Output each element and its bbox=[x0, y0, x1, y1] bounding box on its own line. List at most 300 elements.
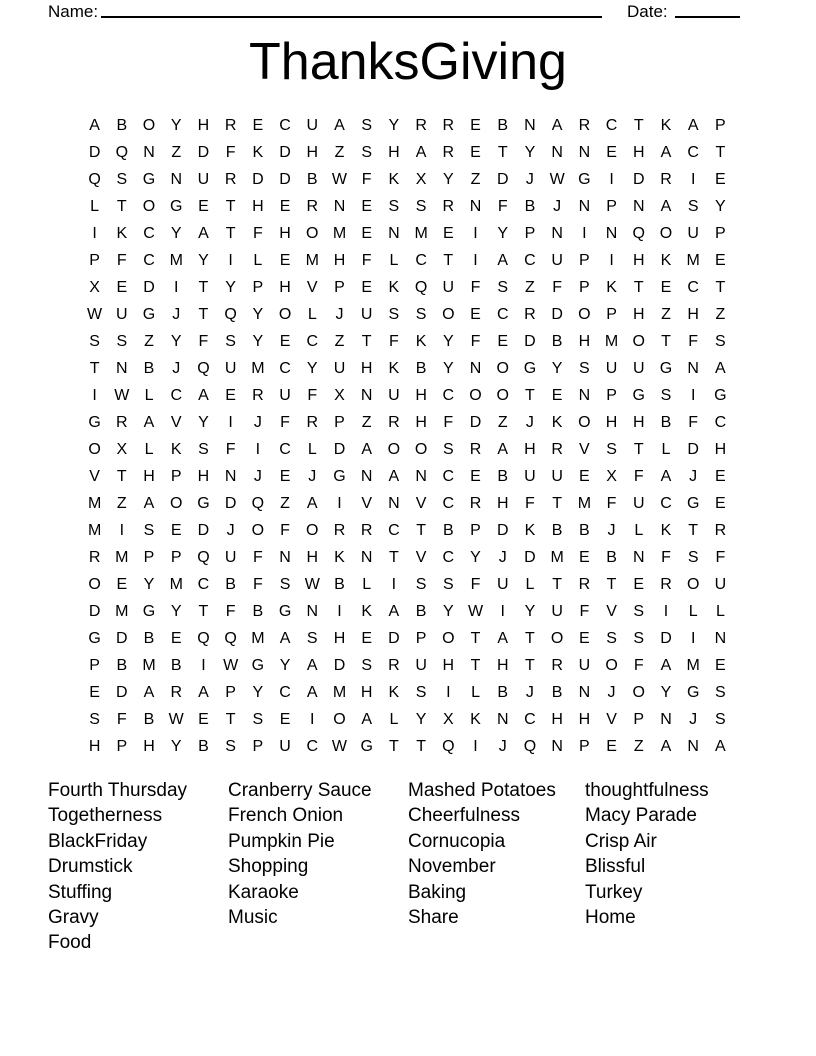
grid-cell: H bbox=[687, 305, 699, 323]
word-item: thoughtfulness bbox=[585, 780, 709, 801]
grid-cell: H bbox=[442, 657, 455, 675]
grid-cell: E bbox=[170, 522, 182, 540]
grid-cell: R bbox=[660, 576, 672, 594]
grid-cell: A bbox=[143, 413, 155, 431]
grid-cell: Z bbox=[280, 495, 290, 513]
grid-cell: E bbox=[279, 332, 291, 350]
grid-cell: M bbox=[332, 224, 347, 242]
grid-cell: G bbox=[142, 305, 156, 323]
grid-cell: F bbox=[280, 522, 290, 540]
grid-cell: J bbox=[498, 549, 507, 567]
grid-cell: F bbox=[688, 332, 699, 350]
grid-cell: H bbox=[632, 143, 645, 161]
grid-cell: N bbox=[469, 359, 482, 377]
grid-cell: Q bbox=[442, 738, 455, 756]
grid-cell: D bbox=[197, 522, 210, 540]
grid-cell: G bbox=[686, 684, 700, 702]
grid-cell: G bbox=[523, 359, 537, 377]
grid-cell: B bbox=[252, 603, 264, 621]
grid-cell: A bbox=[660, 468, 672, 486]
grid-cell: H bbox=[360, 684, 373, 702]
grid-cell: R bbox=[116, 413, 128, 431]
grid-cell: F bbox=[225, 603, 236, 621]
grid-cell: Q bbox=[632, 224, 645, 242]
grid-cell: N bbox=[388, 224, 400, 242]
grid-cell: O bbox=[496, 359, 509, 377]
grid-cell: O bbox=[251, 522, 265, 540]
grid-cell: Y bbox=[524, 603, 536, 621]
grid-cell: N bbox=[143, 143, 155, 161]
grid-cell: T bbox=[416, 522, 426, 540]
grid-cell: O bbox=[306, 224, 319, 242]
grid-cell: M bbox=[251, 359, 265, 377]
grid-cell: J bbox=[498, 738, 507, 756]
grid-cell: H bbox=[279, 278, 291, 296]
grid-cell: N bbox=[551, 143, 563, 161]
grid-cell: E bbox=[361, 630, 373, 648]
grid-cell: E bbox=[279, 197, 291, 215]
grid-cell: R bbox=[469, 441, 482, 458]
grid-cell: H bbox=[578, 711, 591, 729]
grid-cell: O bbox=[605, 657, 618, 675]
grid-cell: Z bbox=[334, 332, 345, 350]
grid-cell: D bbox=[279, 170, 291, 188]
grid-cell: Y bbox=[252, 332, 264, 350]
grid-cell: H bbox=[415, 413, 427, 431]
grid-cell: T bbox=[225, 711, 236, 729]
grid-cell: B bbox=[660, 413, 672, 431]
grid-cell: M bbox=[686, 251, 700, 269]
grid-cell: O bbox=[333, 711, 346, 729]
grid-cell: S bbox=[715, 711, 726, 729]
grid-cell: N bbox=[687, 738, 699, 756]
grid-cell: F bbox=[688, 413, 699, 431]
grid-cell: G bbox=[333, 468, 346, 486]
grid-cell: K bbox=[388, 359, 400, 377]
grid-cell: I bbox=[500, 603, 505, 621]
grid-cell: A bbox=[497, 251, 509, 269]
grid-cell: L bbox=[144, 386, 154, 404]
word-list-column bbox=[408, 778, 556, 930]
grid-cell: R bbox=[333, 522, 346, 540]
grid-cell: T bbox=[89, 359, 100, 377]
word-item: Home bbox=[585, 907, 636, 929]
grid-cell: I bbox=[473, 251, 478, 269]
grid-cell: T bbox=[416, 738, 426, 756]
grid-cell: B bbox=[116, 116, 128, 134]
grid-cell: E bbox=[660, 278, 672, 296]
grid-cell: U bbox=[415, 657, 427, 675]
word-item: Crisp Air bbox=[585, 830, 657, 852]
grid-cell: Q bbox=[197, 549, 210, 567]
word-item: Turkey bbox=[585, 881, 643, 903]
grid-cell: V bbox=[415, 549, 427, 567]
grid-cell: S bbox=[361, 143, 373, 161]
grid-cell: F bbox=[252, 549, 263, 567]
grid-cell: D bbox=[660, 630, 672, 648]
grid-cell: A bbox=[660, 143, 672, 161]
word-item: Share bbox=[408, 907, 459, 929]
grid-cell: C bbox=[442, 386, 455, 404]
grid-cell: Y bbox=[252, 305, 264, 323]
grid-cell: P bbox=[715, 224, 726, 242]
word-item: Stuffing bbox=[48, 881, 113, 903]
grid-cell: C bbox=[442, 549, 455, 567]
grid-cell: I bbox=[582, 224, 587, 242]
grid-cell: K bbox=[388, 278, 400, 296]
grid-cell: I bbox=[92, 386, 97, 404]
grid-cell: E bbox=[633, 576, 645, 594]
grid-cell: Y bbox=[170, 738, 182, 756]
grid-cell: D bbox=[333, 657, 346, 675]
grid-cell: J bbox=[525, 413, 534, 431]
grid-cell: H bbox=[306, 549, 319, 567]
grid-cell: O bbox=[659, 224, 673, 242]
grid-cell: M bbox=[142, 657, 156, 675]
grid-cell: G bbox=[714, 386, 727, 404]
grid-cell: U bbox=[333, 359, 346, 377]
word-item: Togetherness bbox=[48, 805, 163, 827]
grid-cell: K bbox=[116, 224, 128, 242]
grid-cell: U bbox=[197, 170, 210, 188]
grid-cell: U bbox=[551, 603, 563, 621]
grid-cell: V bbox=[170, 413, 182, 431]
grid-cell: P bbox=[470, 522, 481, 540]
grid-cell: K bbox=[334, 549, 345, 567]
grid-cell: W bbox=[114, 386, 130, 404]
grid-cell: P bbox=[334, 278, 345, 296]
grid-cell: C bbox=[524, 251, 536, 269]
grid-cell: P bbox=[715, 116, 726, 134]
grid-cell: C bbox=[442, 468, 455, 486]
grid-cell: C bbox=[415, 251, 427, 269]
grid-cell: S bbox=[606, 630, 617, 648]
grid-cell: N bbox=[360, 386, 373, 404]
word-item: Karaoke bbox=[228, 881, 299, 903]
grid-cell: N bbox=[714, 630, 727, 648]
grid-cell: N bbox=[224, 468, 237, 486]
grid-cell: U bbox=[551, 468, 563, 486]
grid-cell: F bbox=[497, 197, 508, 215]
grid-cell: A bbox=[198, 684, 209, 702]
grid-cell: W bbox=[467, 603, 484, 621]
word-item: Mashed Potatoes bbox=[408, 780, 556, 801]
grid-cell: M bbox=[251, 630, 265, 648]
grid-cell: N bbox=[415, 468, 427, 486]
grid-cell: Q bbox=[251, 495, 265, 513]
grid-cell: E bbox=[279, 711, 291, 729]
grid-cell: V bbox=[89, 468, 100, 486]
grid-cell: U bbox=[224, 359, 237, 377]
grid-cell: J bbox=[607, 684, 616, 702]
date-fill-line bbox=[675, 0, 740, 18]
grid-cell: E bbox=[715, 495, 726, 513]
grid-cell: E bbox=[551, 386, 563, 404]
word-item: Music bbox=[228, 907, 278, 929]
grid-cell: J bbox=[172, 359, 181, 377]
grid-cell: E bbox=[116, 278, 128, 296]
grid-cell: H bbox=[143, 468, 155, 486]
grid-cell: D bbox=[224, 495, 237, 513]
grid-cell: I bbox=[609, 251, 614, 269]
grid-cell: Y bbox=[198, 413, 209, 431]
grid-cell: K bbox=[660, 116, 672, 134]
grid-cell: E bbox=[606, 738, 617, 756]
grid-cell: D bbox=[279, 143, 291, 161]
grid-cell: V bbox=[361, 495, 373, 513]
grid-cell: Y bbox=[442, 603, 454, 621]
grid-cell: K bbox=[470, 711, 481, 729]
grid-cell: D bbox=[333, 441, 346, 458]
grid-cell: E bbox=[497, 332, 509, 350]
grid-cell: L bbox=[688, 603, 698, 621]
grid-cell: F bbox=[661, 549, 671, 567]
grid-cell: L bbox=[362, 576, 372, 594]
grid-cell: Y bbox=[524, 143, 536, 161]
grid-cell: I bbox=[690, 630, 696, 648]
grid-cell: H bbox=[714, 441, 727, 458]
grid-cell: Y bbox=[551, 359, 563, 377]
grid-cell: C bbox=[143, 224, 155, 242]
grid-cell: J bbox=[253, 468, 262, 486]
grid-cell: O bbox=[496, 386, 509, 404]
grid-cell: T bbox=[198, 603, 209, 621]
grid-cell: R bbox=[360, 522, 373, 540]
grid-cell: B bbox=[551, 522, 563, 540]
grid-cell: I bbox=[391, 576, 397, 594]
grid-cell: I bbox=[609, 170, 614, 188]
grid-cell: Y bbox=[388, 116, 400, 134]
grid-cell: O bbox=[686, 576, 700, 594]
grid-cell: H bbox=[632, 305, 645, 323]
grid-cell: I bbox=[119, 522, 125, 540]
grid-cell: Y bbox=[170, 332, 182, 350]
grid-cell: I bbox=[473, 738, 478, 756]
grid-cell: D bbox=[632, 170, 645, 188]
grid-cell: L bbox=[661, 441, 671, 458]
grid-cell: G bbox=[578, 170, 591, 188]
name-label: Name: bbox=[48, 2, 99, 21]
grid-cell: E bbox=[89, 684, 100, 702]
grid-cell: R bbox=[306, 413, 319, 431]
grid-cell: N bbox=[578, 386, 591, 404]
grid-cell: P bbox=[579, 278, 590, 296]
grid-cell: V bbox=[306, 278, 318, 296]
grid-cell: G bbox=[142, 603, 156, 621]
grid-cell: T bbox=[470, 657, 481, 675]
grid-cell: R bbox=[469, 495, 482, 513]
grid-cell: E bbox=[225, 386, 236, 404]
grid-cell: P bbox=[252, 278, 264, 296]
grid-cell: E bbox=[470, 116, 481, 134]
grid-cell: A bbox=[361, 711, 373, 729]
grid-cell: N bbox=[279, 549, 291, 567]
grid-cell: H bbox=[605, 413, 618, 431]
grid-cell: W bbox=[331, 170, 348, 188]
grid-cell: O bbox=[578, 413, 591, 431]
grid-cell: N bbox=[360, 468, 373, 486]
grid-cell: T bbox=[606, 576, 617, 594]
grid-cell: Y bbox=[170, 116, 182, 134]
grid-cell: D bbox=[143, 278, 155, 296]
grid-cell: J bbox=[525, 170, 534, 188]
grid-cell: P bbox=[170, 468, 182, 486]
grid-cell: R bbox=[442, 143, 455, 161]
grid-cell: A bbox=[660, 657, 672, 675]
grid-cell: Q bbox=[197, 359, 210, 377]
grid-cell: R bbox=[660, 170, 672, 188]
grid-cell: F bbox=[116, 711, 127, 729]
grid-cell: S bbox=[89, 711, 100, 729]
grid-cell: N bbox=[578, 197, 591, 215]
grid-cell: M bbox=[332, 684, 347, 702]
grid-cell: H bbox=[415, 386, 427, 404]
grid-cell: E bbox=[579, 630, 590, 648]
grid-cell: S bbox=[497, 278, 509, 296]
grid-cell: U bbox=[496, 576, 509, 594]
grid-cell: Z bbox=[334, 143, 345, 161]
grid-cell: E bbox=[198, 197, 209, 215]
grid-cell: S bbox=[225, 332, 236, 350]
grid-cell: O bbox=[142, 197, 156, 215]
grid-cell: R bbox=[388, 413, 400, 431]
grid-cell: B bbox=[606, 549, 617, 567]
word-item: Gravy bbox=[48, 907, 99, 929]
grid-cell: A bbox=[198, 224, 209, 242]
word-item: Macy Parade bbox=[585, 805, 697, 827]
grid-cell: N bbox=[360, 549, 373, 567]
grid-cell: B bbox=[551, 332, 563, 350]
grid-cell: K bbox=[388, 684, 400, 702]
grid-cell: N bbox=[524, 116, 536, 134]
grid-cell: W bbox=[331, 738, 348, 756]
grid-cell: J bbox=[689, 468, 698, 486]
grid-cell: K bbox=[170, 441, 182, 458]
grid-cell: C bbox=[388, 522, 400, 540]
grid-cell: C bbox=[197, 576, 210, 594]
grid-cell: O bbox=[170, 495, 183, 513]
grid-cell: V bbox=[606, 711, 617, 729]
grid-cell: I bbox=[337, 603, 342, 621]
grid-cell: N bbox=[170, 170, 182, 188]
grid-cell: P bbox=[579, 251, 590, 269]
grid-cell: E bbox=[116, 576, 128, 594]
grid-cell: Y bbox=[143, 576, 155, 594]
grid-cell: F bbox=[470, 278, 481, 296]
grid-cell: D bbox=[116, 684, 128, 702]
grid-cell: R bbox=[551, 657, 563, 675]
grid-cell: A bbox=[198, 386, 209, 404]
grid-cell: A bbox=[306, 684, 318, 702]
grid-cell: F bbox=[116, 251, 127, 269]
grid-cell: U bbox=[306, 116, 319, 134]
grid-cell: T bbox=[525, 657, 535, 675]
grid-cell: I bbox=[201, 657, 206, 675]
grid-cell: Q bbox=[88, 170, 101, 188]
grid-cell: Y bbox=[198, 251, 209, 269]
grid-cell: R bbox=[224, 170, 237, 188]
grid-cell: B bbox=[225, 576, 236, 594]
grid-cell: U bbox=[632, 359, 645, 377]
grid-cell: S bbox=[116, 170, 128, 188]
grid-cell: J bbox=[335, 305, 344, 323]
grid-cell: H bbox=[388, 143, 400, 161]
grid-cell: E bbox=[579, 468, 590, 486]
grid-cell: T bbox=[715, 278, 726, 296]
grid-cell: X bbox=[116, 441, 128, 458]
grid-cell: K bbox=[660, 251, 672, 269]
grid-cell: T bbox=[389, 738, 399, 756]
grid-cell: U bbox=[442, 278, 455, 296]
grid-cell: M bbox=[577, 495, 592, 513]
grid-cell: F bbox=[225, 143, 236, 161]
word-item: Pumpkin Pie bbox=[228, 830, 335, 852]
grid-cell: Y bbox=[442, 359, 454, 377]
grid-cell: J bbox=[172, 305, 181, 323]
grid-cell: E bbox=[279, 251, 291, 269]
grid-cell: H bbox=[279, 224, 291, 242]
word-item: Blissful bbox=[585, 856, 646, 878]
grid-cell: N bbox=[687, 359, 699, 377]
grid-cell: U bbox=[360, 305, 373, 323]
grid-cell: D bbox=[687, 441, 699, 458]
grid-cell: A bbox=[279, 630, 291, 648]
grid-cell: K bbox=[252, 143, 264, 161]
grid-cell: C bbox=[442, 495, 455, 513]
grid-cell: E bbox=[279, 468, 291, 486]
word-list-column bbox=[48, 778, 187, 956]
grid-cell: P bbox=[89, 251, 100, 269]
grid-cell: Q bbox=[523, 738, 537, 756]
grid-cell: P bbox=[633, 711, 645, 729]
grid-cell: H bbox=[632, 413, 645, 431]
grid-cell: F bbox=[225, 441, 236, 458]
grid-cell: Y bbox=[660, 684, 672, 702]
grid-cell: B bbox=[551, 684, 563, 702]
grid-cell: U bbox=[578, 657, 591, 675]
grid-cell: I bbox=[310, 711, 315, 729]
grid-cell: V bbox=[606, 603, 617, 621]
grid-cell: Z bbox=[715, 305, 726, 323]
grid-cell: F bbox=[389, 332, 399, 350]
grid-cell: B bbox=[143, 711, 155, 729]
grid-cell: F bbox=[307, 386, 318, 404]
grid-cell: L bbox=[389, 251, 399, 269]
grid-cell: N bbox=[660, 711, 672, 729]
grid-cell: M bbox=[87, 495, 102, 513]
grid-cell: H bbox=[360, 359, 373, 377]
grid-cell: E bbox=[470, 468, 481, 486]
grid-cell: U bbox=[605, 359, 618, 377]
grid-cell: G bbox=[170, 197, 183, 215]
grid-cell: Q bbox=[224, 630, 237, 648]
grid-cell: K bbox=[388, 170, 400, 188]
grid-cell: A bbox=[334, 116, 345, 134]
page-title: ThanksGiving bbox=[249, 33, 567, 91]
grid-cell: L bbox=[715, 603, 725, 621]
grid-cell: P bbox=[116, 738, 128, 756]
grid-cell: S bbox=[415, 305, 427, 323]
grid-cell: F bbox=[361, 251, 372, 269]
grid-cell: H bbox=[551, 711, 563, 729]
grid-cell: G bbox=[686, 495, 700, 513]
grid-cell: A bbox=[551, 116, 563, 134]
grid-cell: G bbox=[360, 738, 373, 756]
grid-cell: Q bbox=[115, 143, 129, 161]
grid-cell: B bbox=[143, 630, 155, 648]
grid-cell: U bbox=[279, 738, 291, 756]
grid-cell: X bbox=[334, 386, 345, 404]
